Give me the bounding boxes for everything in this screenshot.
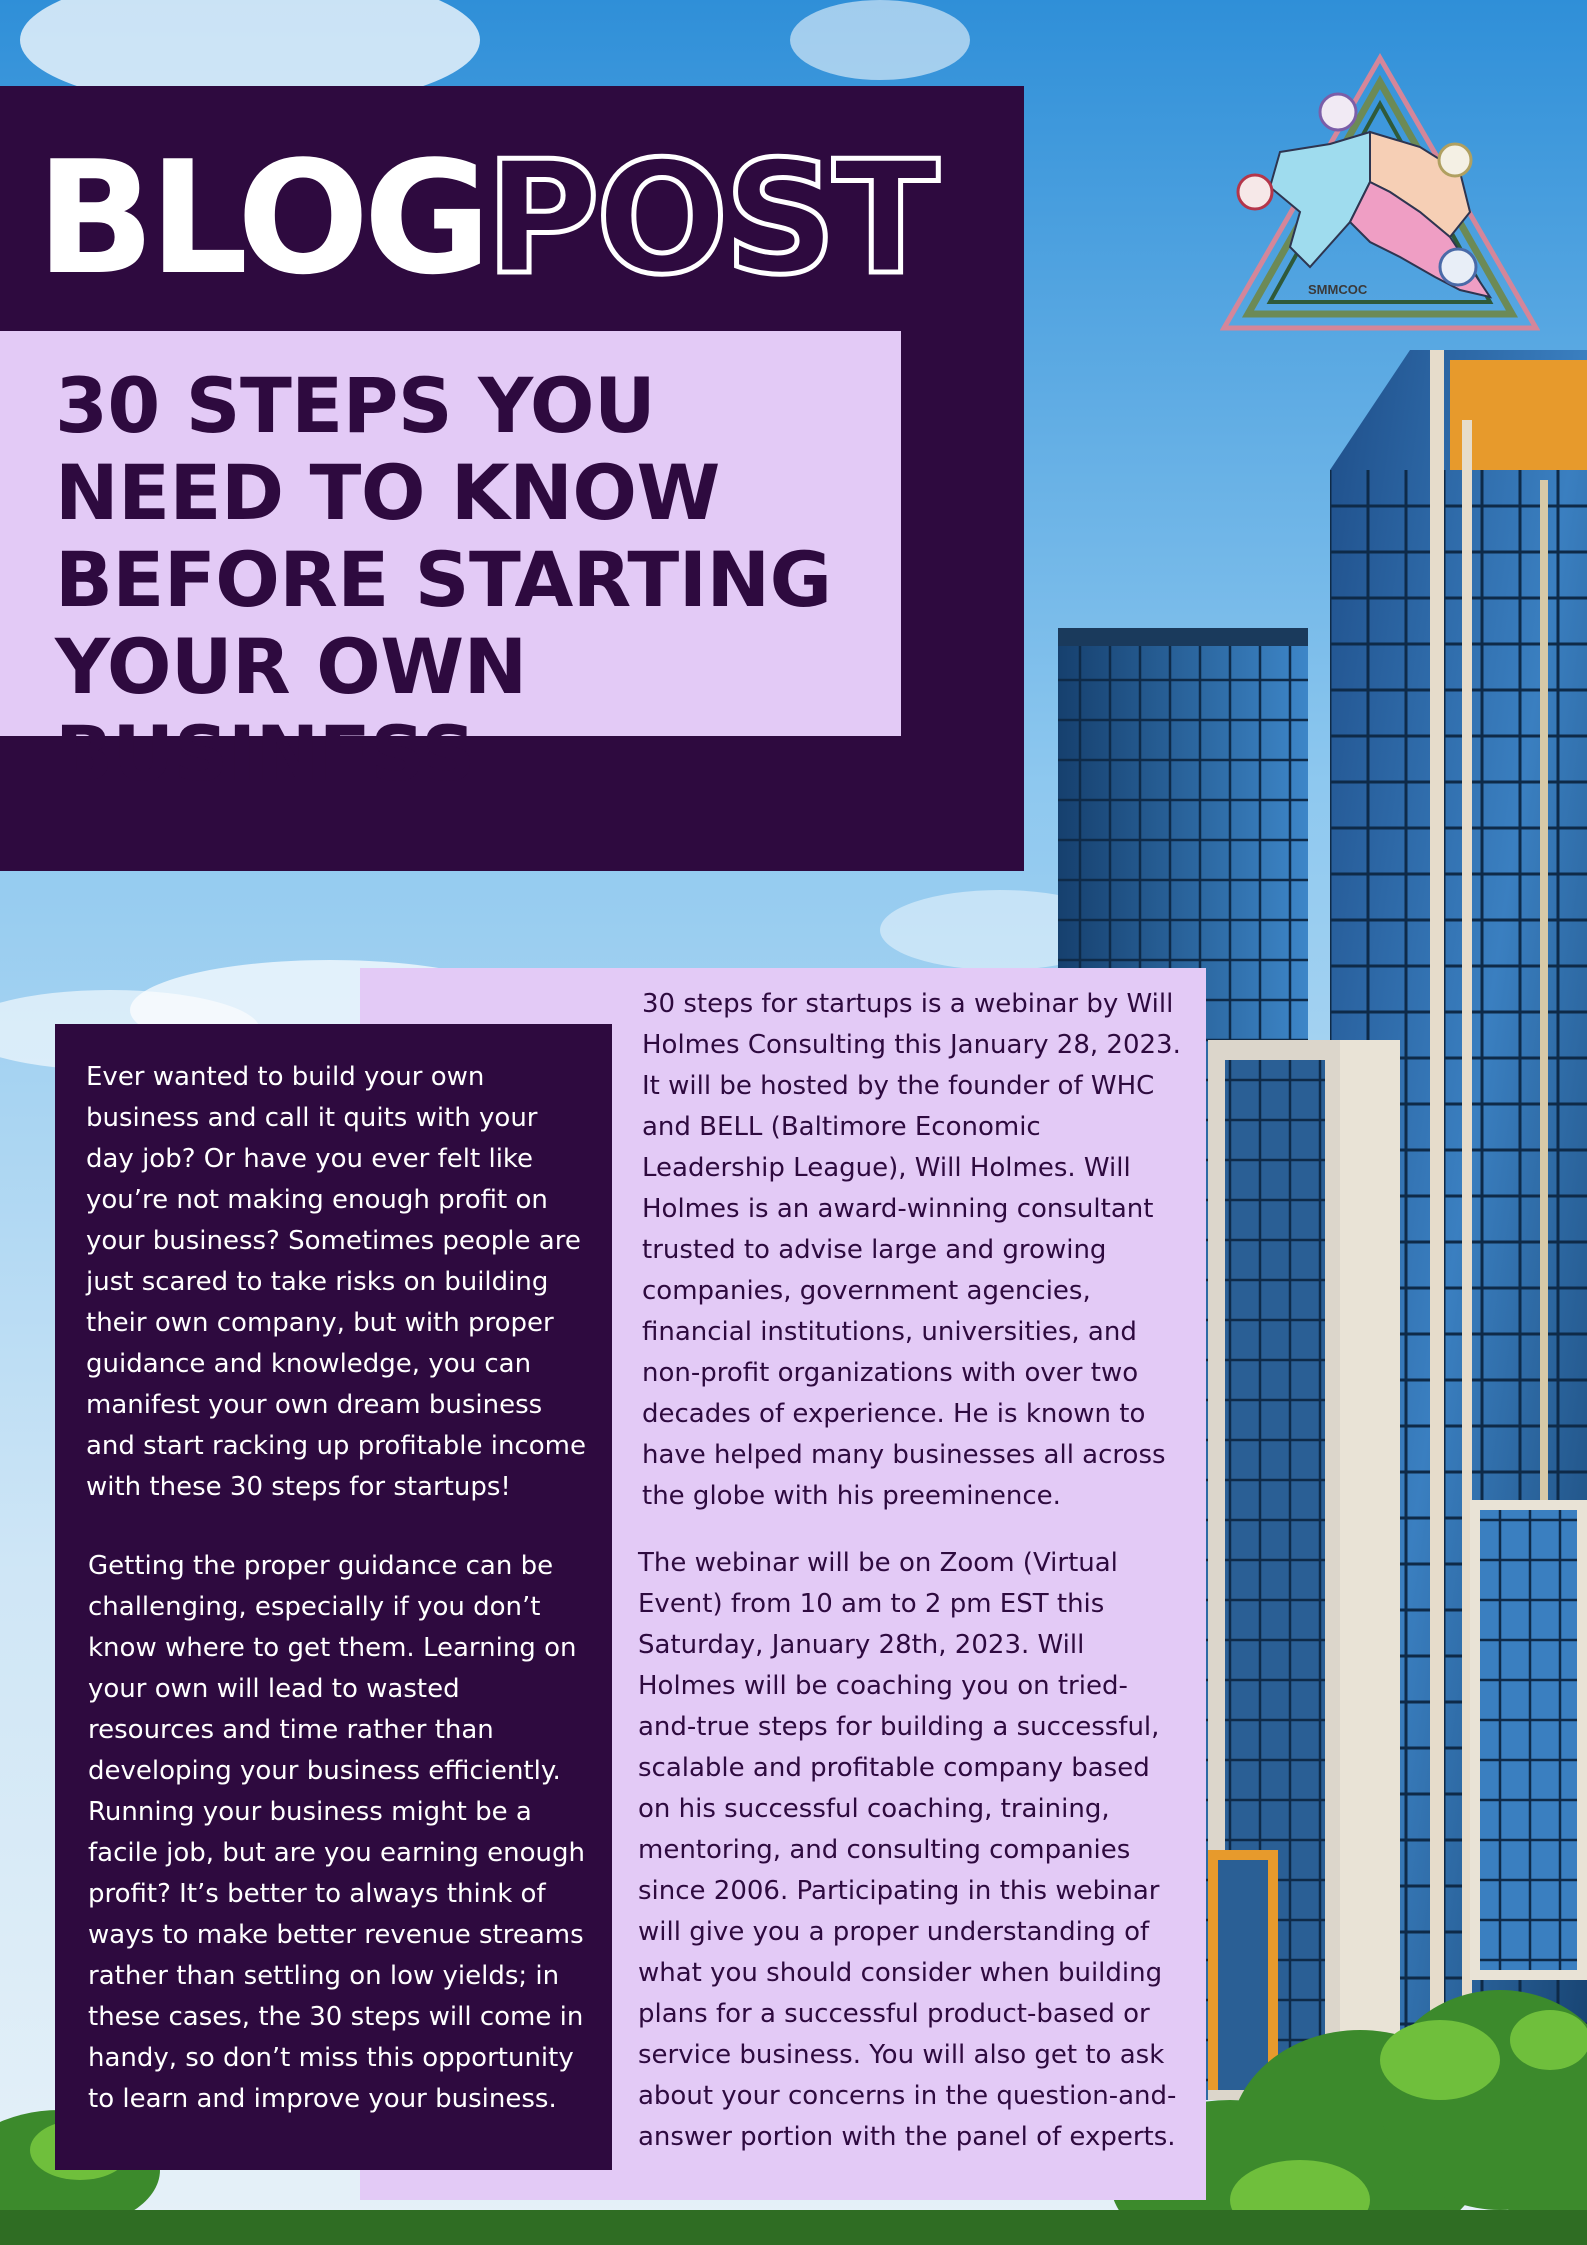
logo-text: SMMCOC xyxy=(1308,282,1368,297)
headline: 30 STEPS YOU NEED TO KNOW BEFORE STARTING YOUR OWN BUSINESS xyxy=(55,361,832,798)
left-paragraph-2: Getting the proper guidance can be challenging, especially if you don’t know where to get them. Learning on your own will lead to wasted resources and time rather than developing your business efficiently. Running your business might be a facile job, but are you earning enough profit? It’s better to always think of ways to make better revenue streams rather than settling on low yields; in these cases, the 30 steps will come in handy, so don’t miss this opportunity to learn and improve your business. xyxy=(88,1551,585,2114)
right-paragraph-2: The webinar will be on Zoom (Virtual Event) from 10 am to 2 pm EST this Saturday, January 28th, 2023. Will Holmes will be coaching you on tried-and-true steps for building a successful, scalable and profitable company based on his successful coaching, training, mentoring, and consulting companies since 2006. Participating in this webinar will give you a proper understanding of what you should consider when building plans for a successful product-based or service business. You will also get to ask about your concerns in the question-and-answer portion with the panel of experts. xyxy=(638,1548,1177,2152)
title-blog-word: BLOG xyxy=(36,127,486,309)
blog-post-title xyxy=(36,127,936,309)
headline-box xyxy=(0,331,901,798)
triangle-map-seal-icon xyxy=(1220,52,1540,342)
title-post-word: POST xyxy=(485,127,936,309)
right-paragraph-1: 30 steps for startups is a webinar by Will Holmes Consulting this January 28, 2023. It will be hosted by the founder of WHC and BELL (Baltimore Economic Leadership League), Will Holmes. Will Holmes is an award-winning consultant trusted to advise large and growing companies, government agencies, financial institutions, universities, and non-profit organizations with over two decades of experience. He is known to have helped many businesses all across the globe with his preeminence. xyxy=(642,989,1181,1511)
left-paragraph-1: Ever wanted to build your own business and call it quits with your day job? Or have you ever felt like you’re not making enough profit on your business? Sometimes people are just scared to take risks on building their own company, but with proper guidance and knowledge, you can manifest your own dream business and start racking up profitable income with these 30 steps for startups! xyxy=(86,1062,586,1502)
